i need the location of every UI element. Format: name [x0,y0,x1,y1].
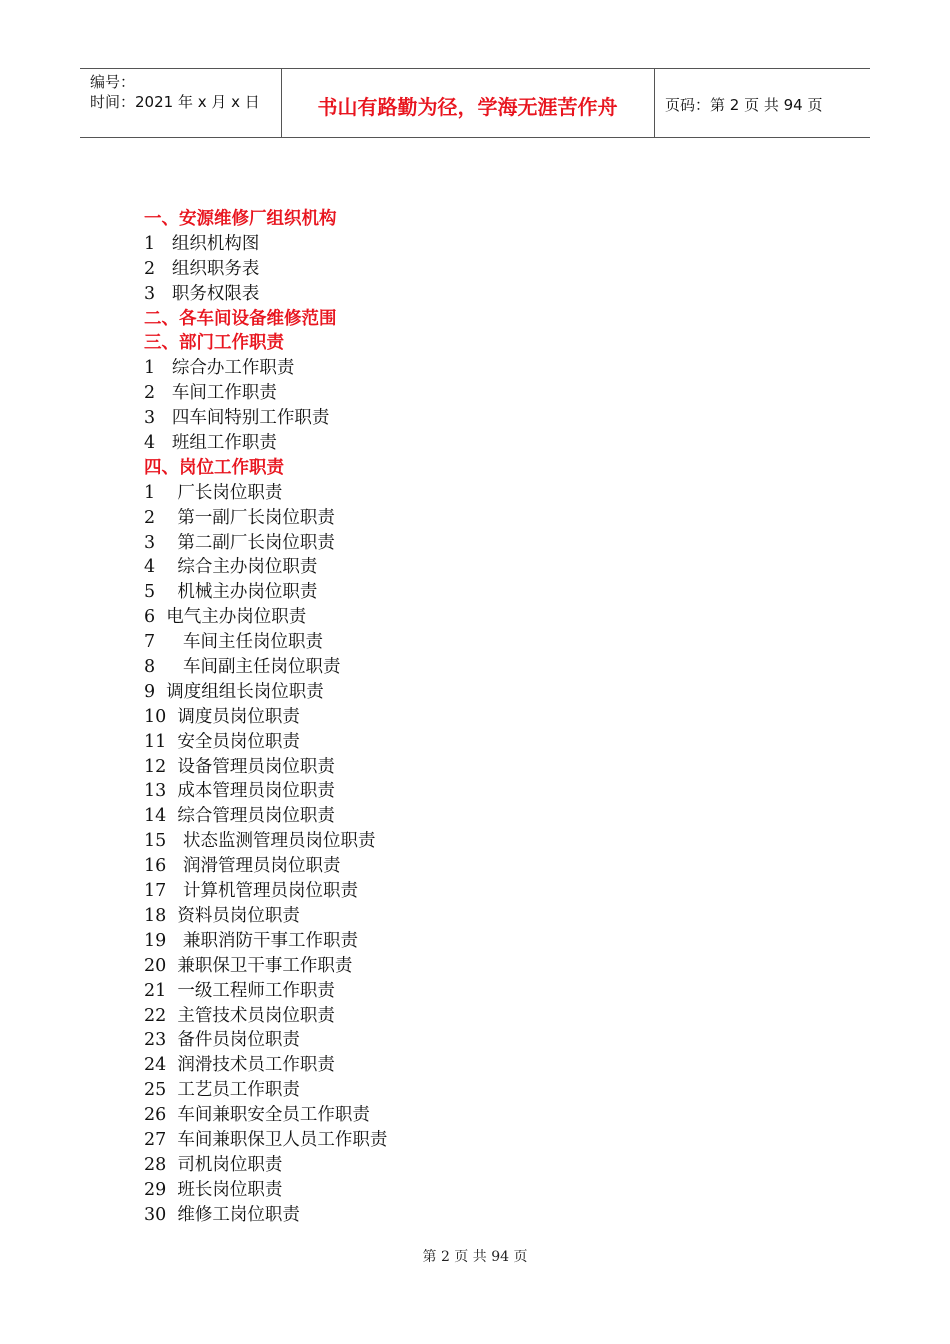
toc-section-heading: 一、安源维修厂组织机构 [144,209,337,229]
page-footer: 第 2 页 共 94 页 [422,1249,528,1265]
header-info-cell [80,69,282,137]
toc-entry: 6 电气主办岗位职责 [144,607,307,628]
toc-entry: 19 兼职消防干事工作职责 [144,930,358,951]
toc-entry: 3 第二副厂长岗位职责 [144,532,335,553]
toc-entry: 4 综合主办岗位职责 [144,557,318,578]
toc-entry: 22 主管技术员岗位职责 [144,1005,335,1026]
toc-entry: 2 组织职务表 [144,258,260,279]
toc-entry: 16 润滑管理员岗位职责 [144,856,341,877]
toc-entry: 7 车间主任岗位职责 [144,632,323,653]
toc-entry: 24 润滑技术员工作职责 [144,1055,335,1076]
toc-entry: 18 资料员岗位职责 [144,905,300,926]
toc-entry: 27 车间兼职保卫人员工作职责 [144,1129,388,1150]
header-motto: 书山有路勤为径，学海无涯苦作舟 [317,95,618,119]
document-number-label: 编号： [90,73,136,91]
toc-entry: 17 计算机管理员岗位职责 [144,881,358,902]
toc-section-heading: 三、部门工作职责 [144,333,284,354]
toc-entry: 25 工艺员工作职责 [144,1080,300,1101]
toc-entry: 3 四车间特别工作职责 [144,408,330,429]
page-header [80,68,870,138]
toc-entry: 3 职务权限表 [144,283,260,304]
toc-entry: 1 综合办工作职责 [144,358,295,379]
toc-entry: 1 组织机构图 [144,233,260,254]
toc-entry: 10 调度员岗位职责 [144,706,300,727]
toc-entry: 11 安全员岗位职责 [144,731,300,752]
toc-entry: 2 第一副厂长岗位职责 [144,507,335,528]
header-page-cell [655,69,870,137]
toc-entry: 9 调度组组长岗位职责 [144,681,324,702]
toc-entry: 30 维修工岗位职责 [144,1204,300,1225]
toc-entry: 13 成本管理员岗位职责 [144,781,335,802]
date-label: 时间：2021 年 x 月 x 日 [90,93,260,111]
toc-entry: 20 兼职保卫干事工作职责 [144,955,353,976]
table-of-contents [144,207,844,1228]
toc-entry: 14 综合管理员岗位职责 [144,806,335,827]
header-motto-cell [281,69,655,137]
toc-entry: 26 车间兼职安全员工作职责 [144,1105,370,1126]
toc-entry: 15 状态监测管理员岗位职责 [144,831,376,852]
toc-entry: 4 班组工作职责 [144,433,277,454]
toc-entry: 12 设备管理员岗位职责 [144,756,335,777]
toc-entry: 2 车间工作职责 [144,383,277,404]
toc-entry: 23 备件员岗位职责 [144,1030,300,1051]
toc-section-heading: 四、岗位工作职责 [144,457,284,478]
toc-entry: 8 车间副主任岗位职责 [144,657,341,678]
toc-section-heading: 二、各车间设备维修范围 [144,308,337,329]
toc-entry: 1 厂长岗位职责 [144,482,283,503]
header-page-code: 页码：第 2 页 共 94 页 [665,96,823,114]
toc-entry: 21 一级工程师工作职责 [144,980,335,1001]
toc-entry: 28 司机岗位职责 [144,1154,283,1175]
toc-entry: 29 班长岗位职责 [144,1179,283,1200]
toc-entry: 5 机械主办岗位职责 [144,582,318,603]
